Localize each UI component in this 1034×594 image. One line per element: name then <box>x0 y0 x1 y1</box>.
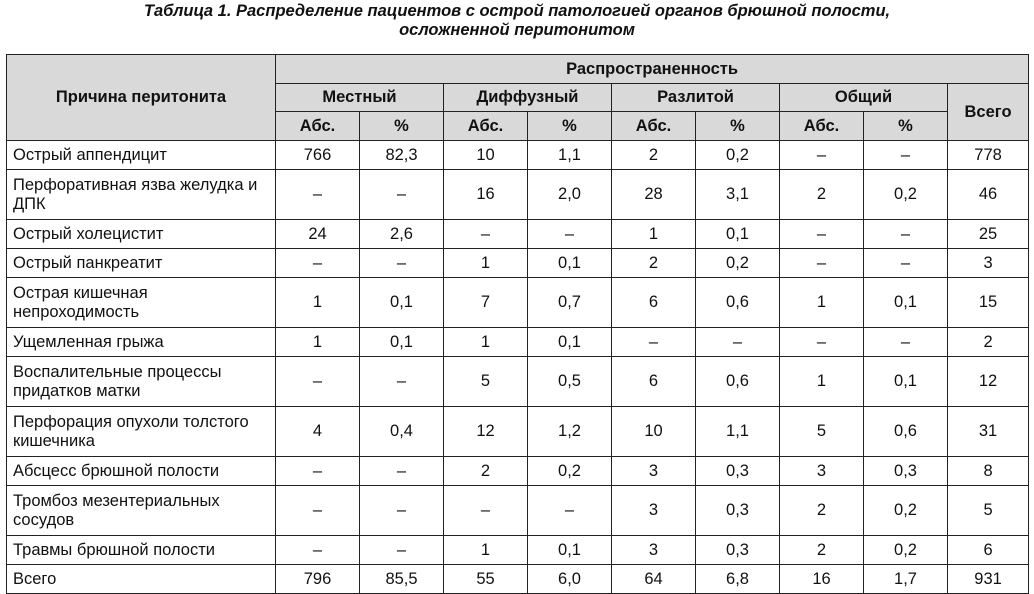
peritonitis-table <box>6 54 1029 594</box>
row-value: 0,1 <box>360 328 444 357</box>
row-total: 931 <box>948 565 1029 594</box>
table-caption <box>0 0 1034 52</box>
header-pct: % <box>696 112 780 141</box>
table-row <box>7 486 1029 536</box>
row-value: – <box>276 170 360 220</box>
row-value: – <box>780 328 864 357</box>
row-total: 31 <box>948 407 1029 457</box>
row-value: 3 <box>780 457 864 486</box>
row-value: – <box>444 220 528 249</box>
table-row <box>7 565 1029 594</box>
row-cause: Острый холецистит <box>7 220 276 249</box>
row-value: 0,1 <box>864 278 948 328</box>
row-cause: Ущемленная грыжа <box>7 328 276 357</box>
row-cause: Всего <box>7 565 276 594</box>
row-value: – <box>444 486 528 536</box>
header-group-diffuse: Диффузный <box>444 84 612 112</box>
row-value: 3 <box>612 457 696 486</box>
row-value: 10 <box>612 407 696 457</box>
row-value: 2 <box>612 249 696 278</box>
row-value: 3,1 <box>696 170 780 220</box>
row-value: 0,6 <box>696 278 780 328</box>
row-value: – <box>276 249 360 278</box>
row-value: 0,7 <box>528 278 612 328</box>
row-value: 0,2 <box>864 486 948 536</box>
row-value: 0,3 <box>696 536 780 565</box>
row-value: 0,1 <box>528 536 612 565</box>
row-value: 0,2 <box>864 170 948 220</box>
table-body <box>7 141 1029 594</box>
row-value: – <box>780 220 864 249</box>
table-row <box>7 170 1029 220</box>
table-row <box>7 536 1029 565</box>
row-value: 6 <box>612 278 696 328</box>
row-value: – <box>360 357 444 407</box>
row-value: – <box>612 328 696 357</box>
row-value: 3 <box>612 486 696 536</box>
header-pct: % <box>528 112 612 141</box>
row-value: 0,5 <box>528 357 612 407</box>
row-value: 3 <box>612 536 696 565</box>
row-cause: Острая кишечная непроходимость <box>7 278 276 328</box>
row-value: – <box>528 486 612 536</box>
row-value: – <box>360 486 444 536</box>
row-value: 64 <box>612 565 696 594</box>
row-value: 0,1 <box>528 249 612 278</box>
row-total: 2 <box>948 328 1029 357</box>
row-value: 1 <box>444 249 528 278</box>
row-value: 2,6 <box>360 220 444 249</box>
row-value: – <box>864 328 948 357</box>
row-value: 2 <box>780 536 864 565</box>
row-value: – <box>864 249 948 278</box>
row-value: 24 <box>276 220 360 249</box>
row-value: 766 <box>276 141 360 170</box>
row-value: 2 <box>612 141 696 170</box>
row-value: – <box>360 170 444 220</box>
row-value: 0,1 <box>528 328 612 357</box>
header-total: Всего <box>948 84 1029 141</box>
table-row <box>7 278 1029 328</box>
header-group-spread: Разлитой <box>612 84 780 112</box>
row-value: 0,6 <box>696 357 780 407</box>
row-cause: Травмы брюшной полости <box>7 536 276 565</box>
row-value: 2 <box>444 457 528 486</box>
row-value: 1 <box>444 536 528 565</box>
row-value: 4 <box>276 407 360 457</box>
row-value: 0,4 <box>360 407 444 457</box>
header-abs: Абс. <box>276 112 360 141</box>
row-value: 2,0 <box>528 170 612 220</box>
row-value: 1 <box>276 328 360 357</box>
row-value: 1 <box>780 357 864 407</box>
row-value: – <box>360 249 444 278</box>
row-value: 0,2 <box>696 249 780 278</box>
header-pct: % <box>864 112 948 141</box>
table-row <box>7 249 1029 278</box>
row-total: 6 <box>948 536 1029 565</box>
row-total: 5 <box>948 486 1029 536</box>
row-value: 0,3 <box>864 457 948 486</box>
row-value: 1 <box>612 220 696 249</box>
row-value: 6,8 <box>696 565 780 594</box>
row-value: – <box>780 141 864 170</box>
header-group-local: Местный <box>276 84 444 112</box>
row-cause: Перфоративная язва желудка и ДПК <box>7 170 276 220</box>
row-value: – <box>276 486 360 536</box>
row-value: – <box>276 457 360 486</box>
header-prevalence: Распространенность <box>276 55 1029 84</box>
row-value: – <box>276 536 360 565</box>
row-value: 28 <box>612 170 696 220</box>
row-value: – <box>780 249 864 278</box>
header-pct: % <box>360 112 444 141</box>
row-value: 5 <box>780 407 864 457</box>
row-value: 0,3 <box>696 486 780 536</box>
row-value: – <box>360 536 444 565</box>
header-cause: Причина перитонита <box>7 55 276 141</box>
row-value: 1,1 <box>696 407 780 457</box>
row-total: 46 <box>948 170 1029 220</box>
table-row <box>7 328 1029 357</box>
header-abs: Абс. <box>444 112 528 141</box>
table-row <box>7 141 1029 170</box>
row-value: 0,1 <box>696 220 780 249</box>
row-value: 2 <box>780 486 864 536</box>
table-row <box>7 457 1029 486</box>
row-value: 1,2 <box>528 407 612 457</box>
header-group-general: Общий <box>780 84 948 112</box>
row-value: 2 <box>780 170 864 220</box>
header-abs: Абс. <box>612 112 696 141</box>
row-value: 1,7 <box>864 565 948 594</box>
row-value: 0,1 <box>360 278 444 328</box>
row-value: 0,1 <box>864 357 948 407</box>
row-value: 85,5 <box>360 565 444 594</box>
row-value: 16 <box>444 170 528 220</box>
row-total: 3 <box>948 249 1029 278</box>
row-value: 796 <box>276 565 360 594</box>
row-value: 1 <box>276 278 360 328</box>
row-total: 15 <box>948 278 1029 328</box>
row-total: 778 <box>948 141 1029 170</box>
row-value: 82,3 <box>360 141 444 170</box>
row-cause: Тромбоз мезентериальных сосудов <box>7 486 276 536</box>
row-value: 0,3 <box>696 457 780 486</box>
row-value: – <box>864 141 948 170</box>
row-cause: Острый панкреатит <box>7 249 276 278</box>
table-row <box>7 357 1029 407</box>
row-value: 10 <box>444 141 528 170</box>
row-value: 1 <box>780 278 864 328</box>
table-row <box>7 220 1029 249</box>
row-value: 0,6 <box>864 407 948 457</box>
row-cause: Воспалительные процессы придатков матки <box>7 357 276 407</box>
caption-line-2: осложненной перитонитом <box>399 21 635 39</box>
row-value: – <box>696 328 780 357</box>
row-cause: Острый аппендицит <box>7 141 276 170</box>
row-value: 12 <box>444 407 528 457</box>
row-value: 55 <box>444 565 528 594</box>
row-value: 0,2 <box>696 141 780 170</box>
row-cause: Перфорация опухоли толстого кишечника <box>7 407 276 457</box>
table-row <box>7 407 1029 457</box>
header-abs: Абс. <box>780 112 864 141</box>
caption-line-1: Таблица 1. Распределение пациентов с острой патологией органов брюшной полости, <box>143 2 891 20</box>
row-value: 1 <box>444 328 528 357</box>
row-value: – <box>276 357 360 407</box>
row-value: 1,1 <box>528 141 612 170</box>
row-cause: Абсцесс брюшной полости <box>7 457 276 486</box>
row-value: 16 <box>780 565 864 594</box>
row-value: 5 <box>444 357 528 407</box>
row-value: 7 <box>444 278 528 328</box>
row-total: 12 <box>948 357 1029 407</box>
row-total: 25 <box>948 220 1029 249</box>
row-value: 0,2 <box>528 457 612 486</box>
row-total: 8 <box>948 457 1029 486</box>
row-value: 0,2 <box>864 536 948 565</box>
row-value: 6,0 <box>528 565 612 594</box>
row-value: 6 <box>612 357 696 407</box>
row-value: – <box>864 220 948 249</box>
row-value: – <box>360 457 444 486</box>
row-value: – <box>528 220 612 249</box>
